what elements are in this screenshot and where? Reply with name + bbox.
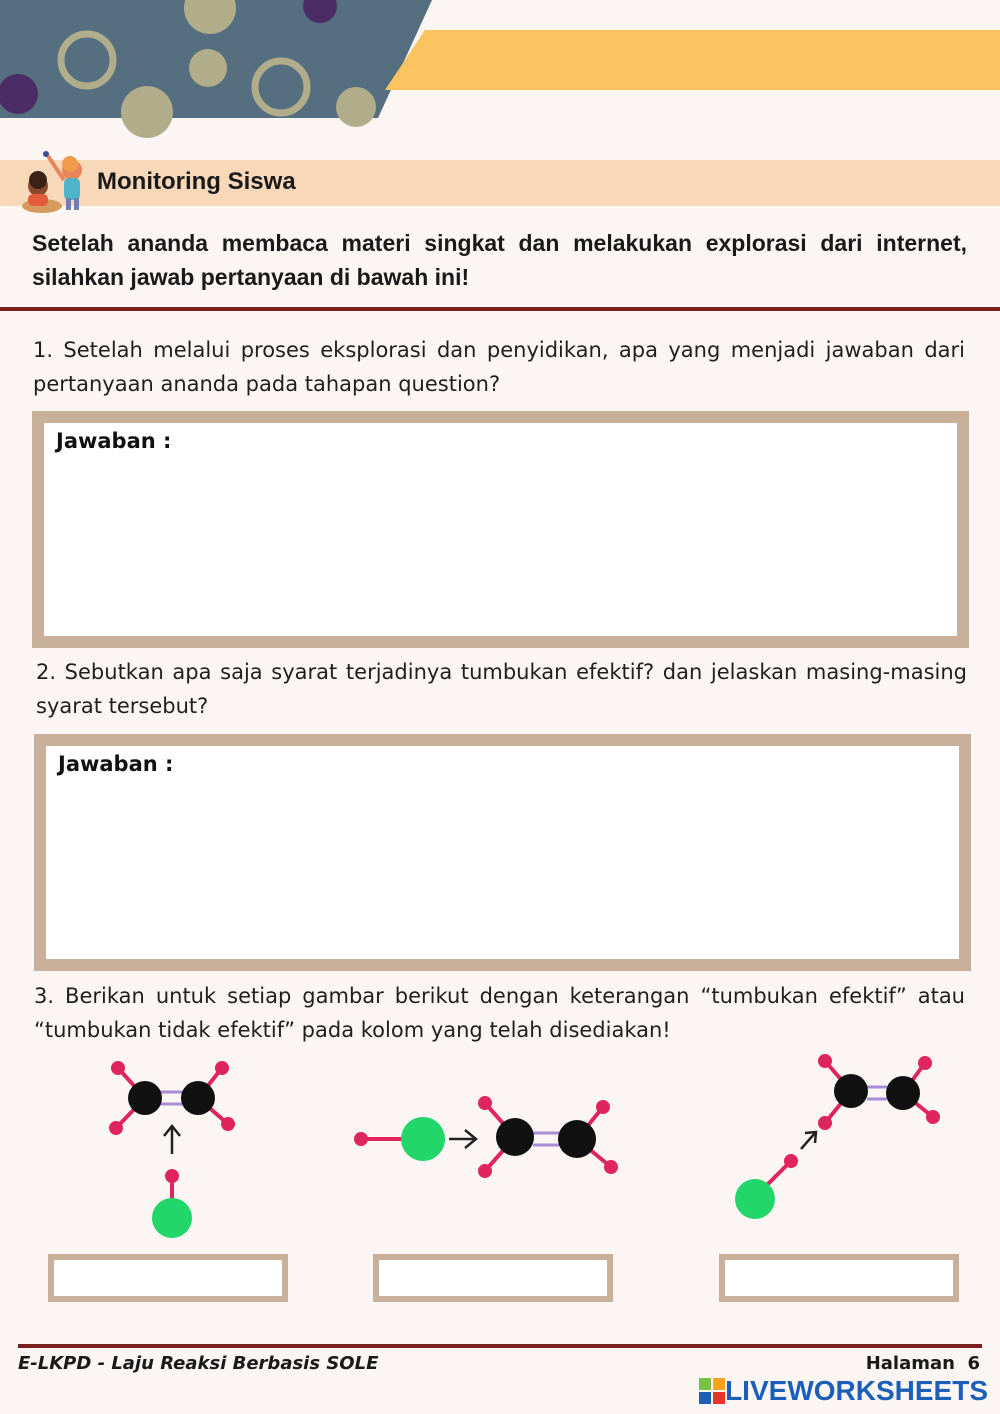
- hydrogen-atom: [478, 1164, 492, 1178]
- chlorine-atom: [152, 1198, 192, 1238]
- carbon-atom: [496, 1118, 534, 1156]
- collision-diagonal-diagram: [725, 1045, 955, 1230]
- liveworksheets-logo[interactable]: [699, 1376, 988, 1406]
- footer-divider: [18, 1344, 982, 1348]
- hydrogen-atom: [818, 1054, 832, 1068]
- header-decoration: [0, 0, 1000, 150]
- hydrogen-atom: [221, 1117, 235, 1131]
- answer-field-3[interactable]: [719, 1254, 959, 1302]
- hydrogen-atom: [918, 1056, 932, 1070]
- answer-field-2[interactable]: [373, 1254, 613, 1302]
- hydrogen-atom: [926, 1110, 940, 1124]
- divider: [0, 307, 1000, 311]
- answer-box-2[interactable]: [34, 734, 971, 971]
- question-1: 1. Setelah melalui proses eksplorasi dan penyidikan, apa yang menjadi jawaban dari pertanyaan ananda pada tahapan question?: [33, 338, 965, 396]
- answer-field-1[interactable]: [48, 1254, 288, 1302]
- liveworksheets-icon: [699, 1378, 725, 1404]
- hydrogen-atom: [784, 1154, 798, 1168]
- hydrogen-atom: [111, 1061, 125, 1075]
- collision-from-below-diagram: [60, 1050, 300, 1250]
- liveworksheets-brand: LIVEWORKSHEETS: [725, 1375, 988, 1406]
- hydrogen-atom: [604, 1160, 618, 1174]
- carbon-atom: [181, 1081, 215, 1115]
- kids-reading-icon: [20, 150, 92, 214]
- carbon-atom: [558, 1120, 596, 1158]
- hydrogen-atom: [478, 1096, 492, 1110]
- arrow: [801, 1133, 815, 1149]
- hydrogen-atom: [354, 1132, 368, 1146]
- instruction-text: Setelah ananda membaca materi singkat dan melakukan explorasi dari internet, silahkan jawab pertanyaan di bawah ini!: [32, 230, 967, 290]
- question-2: 2. Sebutkan apa saja syarat terjadinya tumbukan efektif? dan jelaskan masing-masing syarat tersebut?: [36, 660, 967, 718]
- answer-box-1[interactable]: [32, 411, 969, 648]
- answer-label: Jawaban :: [58, 752, 174, 776]
- carbon-atom: [128, 1081, 162, 1115]
- chlorine-atom: [735, 1179, 775, 1219]
- footer-title: E-LKPD - Laju Reaksi Berbasis SOLE: [18, 1353, 379, 1374]
- hydrogen-atom: [165, 1169, 179, 1183]
- carbon-atom: [886, 1076, 920, 1110]
- hydrogen-atom: [596, 1100, 610, 1114]
- collision-from-side-diagram: [345, 1085, 630, 1195]
- hydrogen-atom: [818, 1116, 832, 1130]
- chlorine-atom: [401, 1117, 445, 1161]
- question-3: 3. Berikan untuk setiap gambar berikut dengan keterangan “tumbukan efektif” atau “tumbukan tidak efektif” pada kolom yang telah disediakan!: [34, 984, 965, 1042]
- answer-label: Jawaban :: [56, 429, 172, 453]
- carbon-atom: [834, 1074, 868, 1108]
- section-title: Monitoring Siswa: [97, 168, 296, 195]
- page-number: Halaman 6: [865, 1353, 980, 1374]
- hydrogen-atom: [109, 1121, 123, 1135]
- hydrogen-atom: [215, 1061, 229, 1075]
